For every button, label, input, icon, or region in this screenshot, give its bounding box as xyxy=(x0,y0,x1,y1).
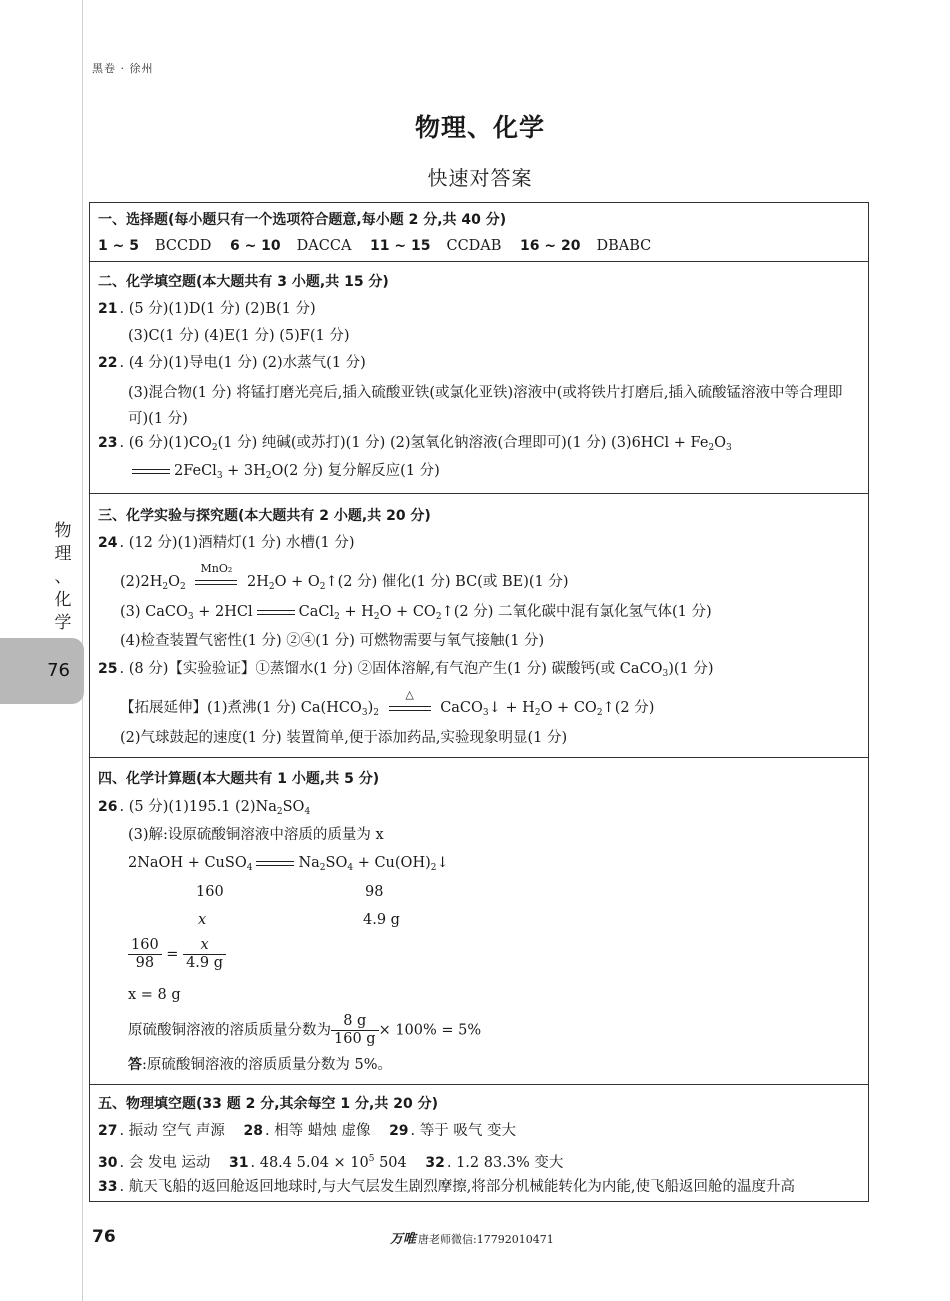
question-number: 23 xyxy=(98,435,118,451)
question-number: 21 xyxy=(98,301,118,317)
question-number: 27 xyxy=(98,1123,118,1139)
answer-text: . 48.4 5.04 × 10 xyxy=(250,1155,369,1171)
range-answer: BCCDD xyxy=(154,238,212,254)
question-number: 26 xyxy=(98,799,118,815)
answer-text: ↑(2 分) xyxy=(602,700,655,716)
section-chem-fill xyxy=(90,262,868,494)
q24-line4: (4)检查装置气密性(1 分) ②④(1 分) 可燃物需要与氧气接触(1 分) xyxy=(120,633,545,649)
numerator: 8 g xyxy=(331,1013,379,1031)
section-title: 二、化学填空题(本大题共有 3 小题,共 15 分) xyxy=(98,274,389,290)
answer-text: 【拓展延伸】(1)煮沸(1 分) Ca(HCO xyxy=(120,700,362,716)
answer-text: + Cu(OH) xyxy=(353,855,431,871)
answer-text: CaCO xyxy=(440,700,483,716)
answer-text: . 振动 空气 声源 xyxy=(119,1123,225,1139)
answer-text: :原硫酸铜溶液的溶质质量分数为 5%。 xyxy=(142,1057,392,1073)
choice-answers xyxy=(98,236,862,256)
page-subtitle: 快速对答案 xyxy=(427,166,533,190)
answer-text: . 会 发电 运动 xyxy=(119,1155,211,1171)
section-physics-fill xyxy=(90,1085,868,1202)
answer-text: (2)2H xyxy=(120,574,163,590)
question-number: 30 xyxy=(98,1155,118,1171)
q26-line1: 26 . (5 分)(1)195.1 $(2)Na_2SO_4$ xyxy=(98,799,311,817)
question-number: 32 xyxy=(425,1155,445,1171)
answer-text: . 等于 吸气 变大 xyxy=(410,1123,516,1139)
range-answer: CCDAB xyxy=(446,238,502,254)
answer-text: 2NaOH + CuSO xyxy=(128,855,247,871)
fraction xyxy=(183,937,226,972)
answer-text: ↓ xyxy=(436,855,449,871)
section-title: 三、化学实验与探究题(本大题共有 2 小题,共 20 分) xyxy=(98,508,431,524)
q23-line1: 23 . (6 分)$(1)CO_2(1$ 分) 纯碱(或苏打)(1 分) (2)氢氧化钠溶液(合理即可)(1 分) $(3)6HCl + Fe_2O_3$ xyxy=(98,435,732,453)
q26-percent xyxy=(128,1013,862,1048)
answer-text: 504 xyxy=(374,1155,407,1171)
range-answer: DACCA xyxy=(296,238,352,254)
answer-text: . (5 分)(1)195.1 (2)Na xyxy=(119,799,277,815)
q26-x-result: x = 8 g xyxy=(128,987,181,1003)
q21-line1 xyxy=(98,299,862,319)
range-label: 6 ~ 10 xyxy=(229,238,281,254)
question-number: 31 xyxy=(229,1155,249,1171)
q22-line1 xyxy=(98,353,862,373)
section-chem-experiment xyxy=(90,494,868,758)
answer-text: (1 分) 纯碱(或苏打)(1 分) (2)氢氧化钠溶液(合理即可)(1 分) (3)6HCl + Fe xyxy=(217,435,709,451)
answer-text: 2FeCl xyxy=(174,463,217,479)
answer-text: . (8 分)【实验验证】①蒸馏水(1 分) ②固体溶解,有气泡产生(1 分) 碳酸钙(或 CaCO xyxy=(119,661,663,677)
question-number: 22 xyxy=(98,355,118,371)
answer-text: O + CO xyxy=(379,604,436,620)
q25-line1: 25 . (8 分)【实验验证】①蒸馏水(1 分) ②固体溶解,有气泡产生(1 分) 碳酸钙(或 CaCO$_3$)(1 分) xyxy=(98,661,714,679)
answer-text: . 1.2 83.3% 变大 xyxy=(446,1155,564,1171)
answer-text: (3) CaCO xyxy=(120,604,188,620)
range-answer: DBABC xyxy=(596,238,652,254)
q25-line2: 【拓展延伸】(1)煮沸(1 分) $Ca(HCO_3)_2$ △ CaCO$_3$↓ + $H_2O$ + $CO_2↑(2$ 分) xyxy=(120,688,655,718)
answer-text: . (6 分)(1)CO xyxy=(119,435,212,451)
answer-text: × 100% = 5% xyxy=(378,1022,482,1039)
answer-text: SO xyxy=(282,799,305,815)
side-subject-text: 物 理 、 化 学 xyxy=(54,521,72,633)
contact-text: 唐老师微信:17792010471 xyxy=(418,1233,554,1246)
answer-text: SO xyxy=(325,855,348,871)
page-number: 76 xyxy=(92,1227,116,1247)
answer-text: . 航天飞船的返回舱返回地球时,与大气层发生剧烈摩擦,将部分机械能转化为内能,使飞船返回舱的温度升高 xyxy=(119,1179,796,1195)
catalyst-label: MnO₂ xyxy=(200,562,233,575)
answer-text: ↑(2 分) 二氧化碳中混有氯化氢气体(1 分) xyxy=(441,604,712,620)
section-title: 五、物理填空题(33 题 2 分,其余每空 1 分,共 20 分) xyxy=(98,1096,438,1112)
answer-text: . (4 分)(1)导电(1 分) (2)水蒸气(1 分) xyxy=(119,355,366,371)
footer-brand xyxy=(390,1228,554,1247)
answer-text: ↑(2 分) 催化(1 分) BC(或 BE)(1 分) xyxy=(325,574,569,590)
equals-sign xyxy=(132,469,170,474)
fraction xyxy=(128,937,162,972)
q24-line2: $(2)2H_2O_2$ MnO₂ $2H_2O$ + $O_2↑(2$ 分) 催化(1 分) BC(或 BE)(1 分) xyxy=(120,562,569,592)
fraction xyxy=(331,1013,379,1048)
range-label: 16 ~ 20 xyxy=(520,238,581,254)
reaction-condition xyxy=(387,688,433,718)
answer-text: . 相等 蜡烛 虚像 xyxy=(265,1123,371,1139)
answer-table xyxy=(89,202,869,1202)
q30-32-line: 30 . 会 发电 运动 31 . 48.4 $5.04 \times 10^5$ 504 32 . 1.2 83.3% 变大 xyxy=(98,1154,564,1171)
answer-text: Na xyxy=(298,855,320,871)
answer-text: 原硫酸铜溶液的溶质质量分数为 xyxy=(128,1022,331,1039)
range-label: 11 ~ 15 xyxy=(370,238,431,254)
q26-line2: (3)解:设原硫酸铜溶液中溶质的质量为 x xyxy=(128,827,384,843)
answer-text: . (5 分)(1)D(1 分) (2)B(1 分) xyxy=(119,301,316,317)
q22-line2: (3)混合物(1 分) 将锰打磨光亮后,插入硫酸亚铁(或氯化亚铁)溶液中(或将铁片打磨后,插入硫酸锰溶液中等合理即可)(1 分) xyxy=(128,385,843,427)
q33-line xyxy=(98,1177,862,1197)
numerator: x xyxy=(183,937,226,955)
series-label: 黑卷 · 徐州 xyxy=(92,62,154,75)
range-label: 1 ~ 5 xyxy=(98,238,139,254)
answer-text: + 2HCl xyxy=(193,604,253,620)
answer-text: O + O xyxy=(274,574,320,590)
section-choice xyxy=(90,203,868,262)
q24-line1 xyxy=(98,533,862,553)
answer-text: + H xyxy=(339,604,374,620)
q26-answer xyxy=(128,1055,862,1075)
q27-29-line xyxy=(98,1121,862,1141)
q24-line3: (3) CaCO$_3$ + 2HCl CaCl$_2$ + $H_2O$ + $CO_2↑(2$ 分) 二氧化碳中混有氯化氢气体(1 分) xyxy=(120,604,712,622)
answer-text: CaCl xyxy=(298,604,335,620)
answer-label: 答 xyxy=(128,1057,142,1073)
section-chem-calc xyxy=(90,758,868,1085)
ratio-98: 98 xyxy=(365,884,384,900)
answer-text: + 3H xyxy=(222,463,266,479)
answer-text: ↓ + H xyxy=(488,700,535,716)
ratio-x: x xyxy=(198,912,207,928)
question-number: 25 xyxy=(98,661,118,677)
reaction-condition xyxy=(193,562,239,592)
q21-line2: (3)C(1 分) (4)E(1 分) (5)F(1 分) xyxy=(128,328,350,344)
question-number: 29 xyxy=(389,1123,409,1139)
answer-text: O(2 分) 复分解反应(1 分) xyxy=(271,463,440,479)
page-title: 物理、化学 xyxy=(414,113,545,142)
question-number: 24 xyxy=(98,535,118,551)
equals-sign xyxy=(257,610,295,615)
q26-equation: 2NaOH + CuSO$_4$ $Na_2SO_4$ + $Cu(OH)_2↓$ xyxy=(128,855,449,873)
heat-label: △ xyxy=(405,688,414,701)
side-tab-number: 76 xyxy=(47,660,70,681)
answer-text: )(1 分) xyxy=(668,661,714,677)
section-title: 一、选择题(每小题只有一个选项符合题意,每小题 2 分,共 40 分) xyxy=(98,212,507,228)
question-number: 28 xyxy=(243,1123,264,1139)
denominator: 160 g xyxy=(334,1031,376,1047)
q26-proportion: $\frac{160}{98}$ = $\frac{x}{4.9 g}$ xyxy=(128,937,862,972)
side-page-tab xyxy=(0,638,84,704)
answer-text: O + CO xyxy=(540,700,597,716)
side-subject-label xyxy=(48,520,78,635)
section-title: 四、化学计算题(本大题共有 1 小题,共 5 分) xyxy=(98,771,380,787)
answer-text: . (12 分)(1)酒精灯(1 分) 水槽(1 分) xyxy=(119,535,355,551)
brand-logo-text: 万唯 xyxy=(390,1232,417,1247)
ratio-160: 160 xyxy=(196,884,224,900)
q23-line2: 2FeCl$_3$ + $3H_2O(2$ 分) 复分解反应(1 分) xyxy=(128,461,862,486)
equals-sign xyxy=(256,861,294,866)
numerator: 160 xyxy=(128,937,162,955)
ratio-4-9: 4.9 g xyxy=(363,912,400,928)
denominator: 4.9 g xyxy=(186,955,224,971)
question-number: 33 xyxy=(98,1179,118,1195)
answer-text: 2H xyxy=(247,574,269,590)
denominator: 98 xyxy=(135,955,155,971)
q25-line3: (2)气球鼓起的速度(1 分) 装置简单,便于添加药品,实验现象明显(1 分) xyxy=(120,730,568,746)
